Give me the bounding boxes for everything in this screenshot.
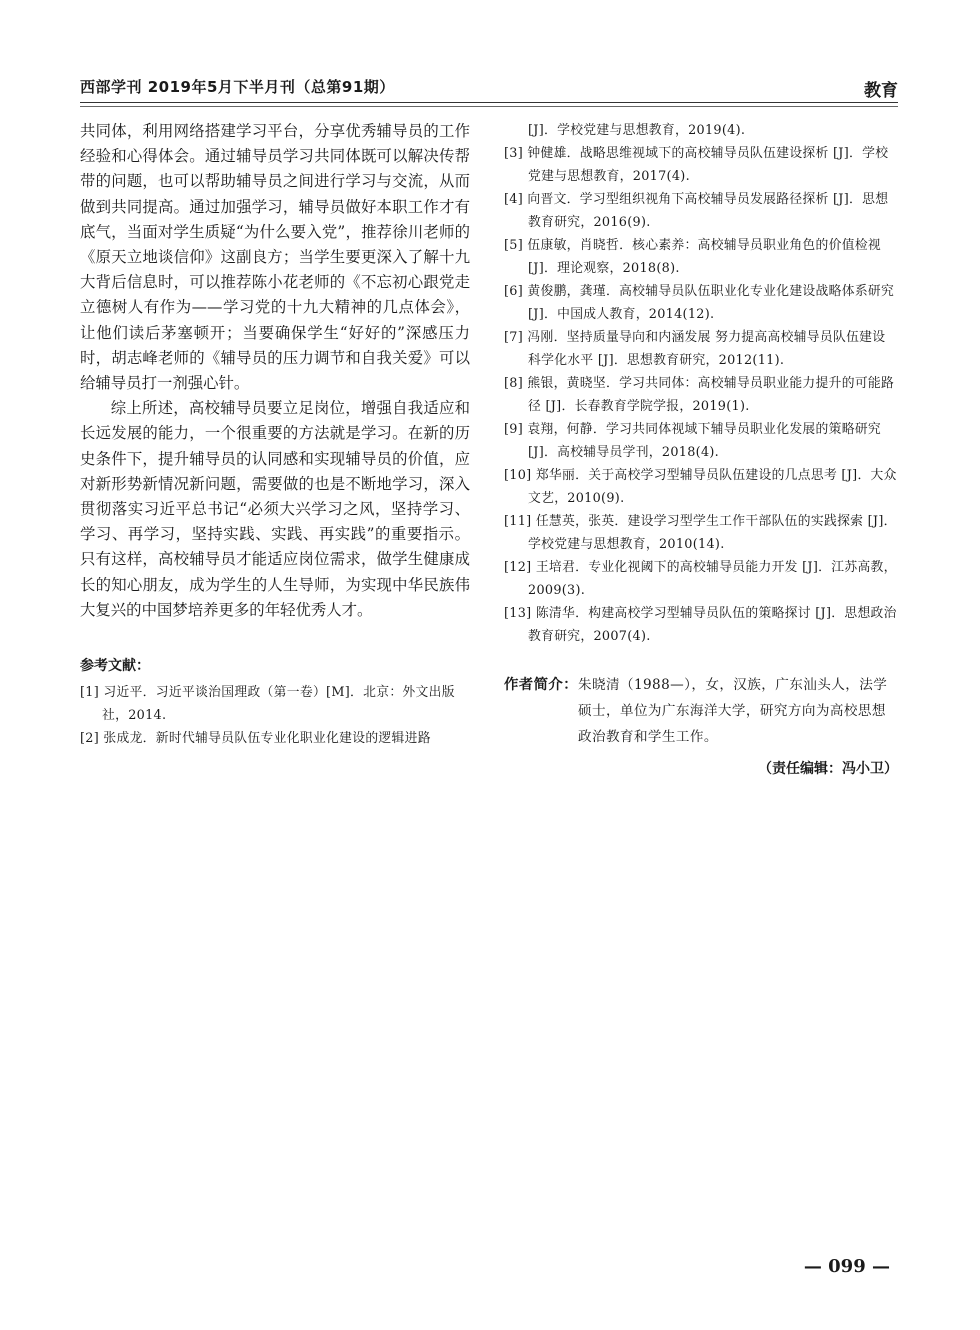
paragraph: 综上所述，高校辅导员要立足岗位，增强自我适应和长远发展的能力，一个很重要的方法就是学习。在新的历史条件下，提升辅导员的认同感和实现辅导员的价值，应对新形势新情况新问题，需要做的也是不断地学习，深入贯彻落实习近平总书记“必须大兴学习之风，坚持学习、学习、再学习，坚持实践、实践、再实践”的重要指示。只有这样，高校辅导员才能适应岗位需求，做学生健康成长的知心朋友，成为学生的人生导师，为实现中华民族伟大复兴的中国梦培养更多的年轻优秀人才。 bbox=[80, 399, 470, 619]
body-text bbox=[80, 119, 470, 623]
reference-item: [10] 郑华丽．关于高校学习型辅导员队伍建设的几点思考 [J]．大众文艺，2010(9). bbox=[504, 468, 897, 506]
author-bio-label: 作者简介： bbox=[504, 677, 578, 693]
references-title: 参考文献： bbox=[80, 658, 150, 675]
header-rule-thin bbox=[80, 106, 898, 107]
reference-item: [2] 张成龙．新时代辅导员队伍专业化职业化建设的逻辑进路 bbox=[80, 731, 431, 747]
reference-item: [4] 向晋文．学习型组织视角下高校辅导员发展路径探析 [J]．思想教育研究，2016(9). bbox=[504, 192, 889, 230]
reference-item: [7] 冯刚．坚持质量导向和内涵发展 努力提高高校辅导员队伍建设科学化水平 [J]．思想教育研究，2012(11). bbox=[504, 330, 886, 368]
left-column bbox=[80, 119, 470, 750]
reference-item: [11] 任慧英，张英．建设学习型学生工作干部队伍的实践探索 [J]．学校党建与思想教育，2010(14). bbox=[504, 514, 897, 552]
section-title: 教育 bbox=[864, 81, 898, 101]
reference-item: [3] 钟健雄．战略思维视域下的高校辅导员队伍建设探析 [J]．学校党建与思想教育，2017(4). bbox=[504, 146, 889, 184]
author-bio bbox=[504, 672, 898, 750]
right-column bbox=[504, 119, 898, 778]
reference-item: [8] 熊银，黄晓坚．学习共同体：高校辅导员职业能力提升的可能路径 [J]．长春教育学院学报，2019(1). bbox=[504, 376, 895, 414]
journal-title: 西部学刊 2019年5月下半月刊（总第91期） bbox=[80, 78, 395, 96]
header-rule bbox=[80, 102, 898, 103]
reference-item: [6] 黄俊鹏，龚瑾．高校辅导员队伍职业化专业化建设战略体系研究 [J]．中国成人教育，2014(12). bbox=[504, 284, 895, 322]
paragraph: 共同体，利用网络搭建学习平台，分享优秀辅导员的工作经验和心得体会。通过辅导员学习共同体既可以解决传帮带的问题，也可以帮助辅导员之间进行学习与交流，从而做到共同提高。通过加强学习，辅导员做好本职工作才有底气，当面对学生质疑“为什么要入党”，推荐徐川老师的《原天立地谈信仰》这副良方；当学生要更深入了解十九大背后信息时，可以推荐陈小花老师的《不忘初心跟党走 立德树人有作为——学习党的十九大精神的几点体会》，让他们读后茅塞顿开；当要确保学生“好好的”深感压力时，胡志峰老师的《辅导员的压力调节和自我关爱》可以给辅导员打一剂强心针。 bbox=[80, 122, 470, 393]
reference-item: [9] 袁翔，何静．学习共同体视域下辅导员职业化发展的策略研究 [J]．高校辅导员学刊，2018(4). bbox=[504, 422, 882, 460]
author-bio-text: 朱晓清（1988—），女，汉族，广东汕头人，法学硕士，单位为广东海洋大学，研究方向为高校思想政治教育和学生工作。 bbox=[577, 677, 888, 745]
running-header bbox=[80, 76, 898, 100]
reference-item: [1] 习近平．习近平谈治国理政（第一卷）[M]．北京：外文出版社，2014. bbox=[80, 685, 455, 724]
reference-item: [12] 王培君．专业化视阈下的高校辅导员能力开发 [J]．江苏高教，2009(3). bbox=[504, 560, 897, 598]
page-number: — 099 — bbox=[803, 1256, 890, 1277]
reference-item: [5] 伍康敏，肖晓哲．核心素养：高校辅导员职业角色的价值检视 [J]．理论观察，2018(8). bbox=[504, 238, 882, 276]
responsible-editor: （责任编辑：冯小卫） bbox=[758, 761, 898, 777]
reference-item: [13] 陈清华．构建高校学习型辅导员队伍的策略探讨 [J]．思想政治教育研究，2007(4). bbox=[504, 606, 897, 644]
reference-item: [J]．学校党建与思想教育，2019(4). bbox=[528, 123, 746, 138]
